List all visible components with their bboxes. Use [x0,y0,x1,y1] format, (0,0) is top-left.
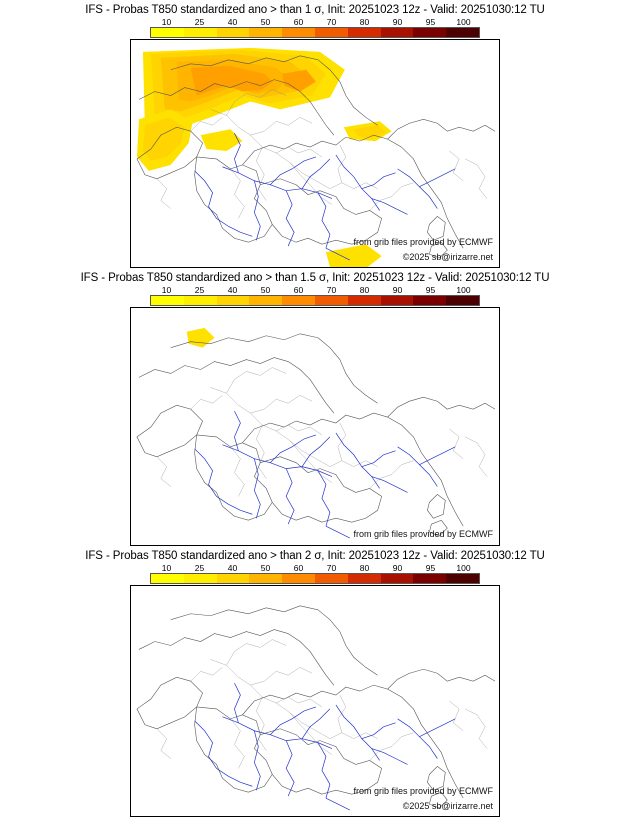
colorbar-tick-40: 40 [227,17,238,27]
colorbar-tick-50: 50 [260,17,271,27]
map-graphic-1 [131,40,499,267]
colorbar-segment [184,28,217,37]
colorbar-segment [381,296,414,305]
colorbar-segment [348,296,381,305]
colorbar-tick-90: 90 [392,563,403,573]
colorbar-tick-70: 70 [326,285,337,295]
colorbar-tick-100: 100 [456,285,471,295]
colorbar-labels-1 [150,17,480,27]
credit-ecmwf-3: from grib files provided by ECMWF [353,786,493,796]
colorbar-gradient-2 [150,295,480,306]
colorbar-segment [315,28,348,37]
colorbar-segment [348,28,381,37]
colorbar-segment [217,28,250,37]
rivers-layer [195,411,456,538]
colorbar-tick-10: 10 [161,563,172,573]
colorbar-segment [381,28,414,37]
colorbar-tick-95: 95 [425,285,436,295]
colorbar-segment [282,296,315,305]
map-canvas-2[interactable] [130,307,500,546]
credit-author-1: ©2025 sb@irizarre.net [402,252,493,262]
colorbar-segment [184,296,217,305]
colorbar-segment [413,28,446,37]
colorbar-1 [150,17,480,39]
colorbar-segment [151,296,184,305]
colorbar-segment [446,296,479,305]
colorbar-tick-60: 60 [293,285,304,295]
colorbar-tick-40: 40 [227,563,238,573]
colorbar-tick-100: 100 [456,563,471,573]
colorbar-segment [381,574,414,583]
colorbar-gradient-1 [150,27,480,38]
colorbar-segment [217,574,250,583]
colorbar-tick-70: 70 [326,17,337,27]
colorbar-tick-40: 40 [227,285,238,295]
colorbar-segment [249,296,282,305]
credit-author-3: ©2025 sb@irizarre.net [402,801,493,811]
panel-title-1: IFS - Probas T850 standardized ano > than 1 σ, Init: 20251023 12z - Valid: 20251030:12 TU [85,4,545,16]
colorbar-tick-80: 80 [359,17,370,27]
colorbar-segment [249,28,282,37]
colorbar-segment [184,574,217,583]
panel-title-2: IFS - Probas T850 standardized ano > than 1.5 σ, Init: 20251023 12z - Valid: 20251030:12 TU [80,272,550,284]
map-panel-1p5-sigma [0,268,630,546]
colorbar-segment [413,296,446,305]
colorbar-segment [249,574,282,583]
map-canvas-3[interactable] [130,585,500,817]
colorbar-segment [282,28,315,37]
colorbar-tick-95: 95 [425,17,436,27]
colorbar-segment [446,28,479,37]
colorbar-segment [151,574,184,583]
colorbar-segment [446,574,479,583]
colorbar-labels-2 [150,285,480,295]
colorbar-labels-3 [150,563,480,573]
probability-shading-layer [137,48,392,267]
map-panel-2-sigma [0,546,630,817]
colorbar-segment [217,296,250,305]
colorbar-segment [315,296,348,305]
colorbar-segment [413,574,446,583]
colorbar-tick-25: 25 [194,563,205,573]
colorbar-tick-25: 25 [194,285,205,295]
colorbar-gradient-3 [150,573,480,584]
map-panel-1-sigma [0,0,630,268]
panel-title-3: IFS - Probas T850 standardized ano > than 2 σ, Init: 20251023 12z - Valid: 20251030:12 TU [85,550,545,562]
colorbar-segment [315,574,348,583]
colorbar-3 [150,563,480,585]
colorbar-tick-80: 80 [359,563,370,573]
colorbar-segment [151,28,184,37]
colorbar-tick-50: 50 [260,285,271,295]
colorbar-tick-50: 50 [260,563,271,573]
colorbar-segment [348,574,381,583]
probability-shading-layer [187,328,215,348]
colorbar-tick-25: 25 [194,17,205,27]
map-canvas-1[interactable] [130,39,500,268]
colorbar-tick-90: 90 [392,17,403,27]
map-graphic-2 [131,308,499,545]
colorbar-segment [282,574,315,583]
credit-ecmwf-2: from grib files provided by ECMWF [353,529,493,539]
colorbar-tick-95: 95 [425,563,436,573]
colorbar-tick-80: 80 [359,285,370,295]
colorbar-tick-90: 90 [392,285,403,295]
colorbar-tick-100: 100 [456,17,471,27]
credit-ecmwf-1: from grib files provided by ECMWF [353,237,493,247]
map-graphic-3 [131,586,499,816]
colorbar-tick-60: 60 [293,563,304,573]
colorbar-2 [150,285,480,307]
colorbar-tick-10: 10 [161,17,172,27]
colorbar-tick-60: 60 [293,17,304,27]
colorbar-tick-10: 10 [161,285,172,295]
colorbar-tick-70: 70 [326,563,337,573]
